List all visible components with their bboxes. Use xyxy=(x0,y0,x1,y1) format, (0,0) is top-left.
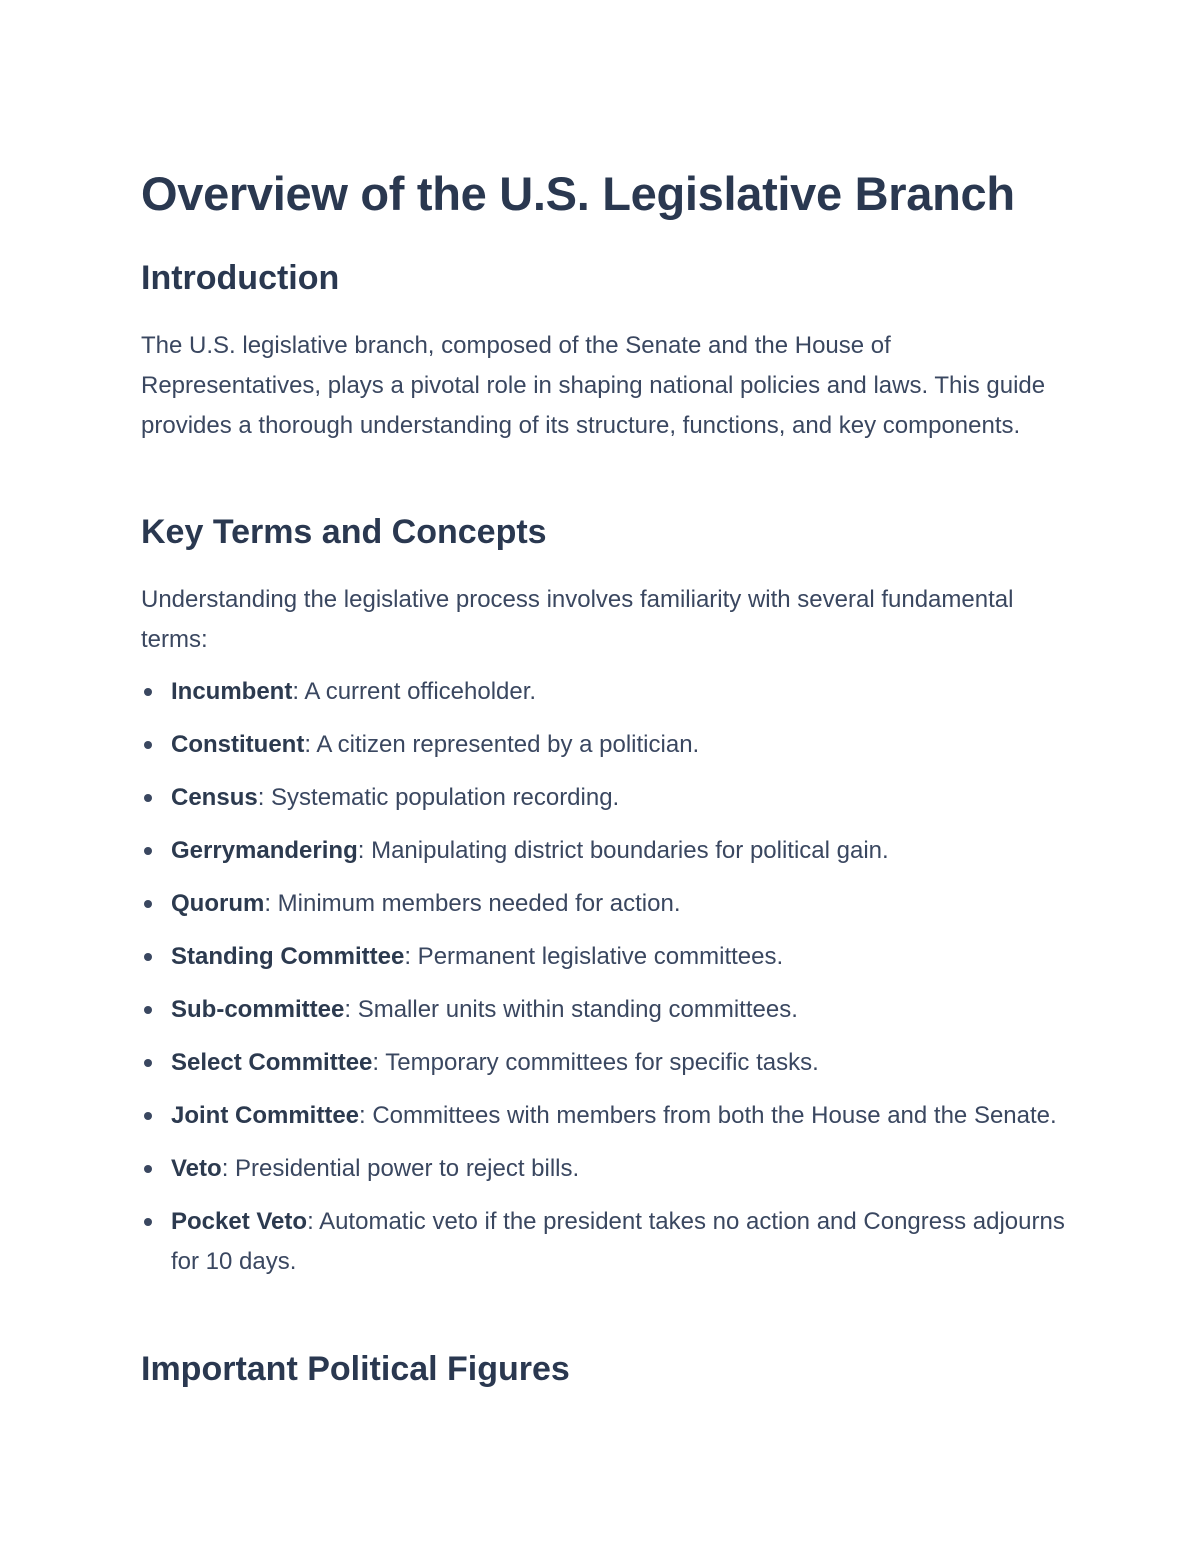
bullet-icon xyxy=(144,1059,152,1067)
list-item xyxy=(141,725,1071,765)
term-label: Select Committee xyxy=(171,1049,373,1076)
term-definition: : Systematic population recording. xyxy=(257,784,620,811)
bullet-icon xyxy=(144,1218,152,1226)
bullet-icon xyxy=(144,953,152,961)
term-label: Veto xyxy=(171,1155,222,1182)
list-item xyxy=(141,937,1071,977)
term-label: Sub-committee xyxy=(171,996,345,1023)
introduction-paragraph: The U.S. legislative branch, composed of the Senate and the House of Representatives, plays a pivotal role in shaping national policies and laws. This guide provides a thorough understanding of its structure, functions, and key components. xyxy=(141,332,1046,439)
list-item xyxy=(141,1149,1071,1189)
key-terms-list xyxy=(141,672,1071,1295)
list-item xyxy=(141,778,1071,818)
term-definition: : Committees with members from both the House and the Senate. xyxy=(359,1102,1057,1129)
list-item xyxy=(141,884,1071,924)
bullet-icon xyxy=(144,688,152,696)
list-item xyxy=(141,831,1071,871)
term-definition: : Presidential power to reject bills. xyxy=(221,1155,580,1182)
bullet-icon xyxy=(144,1165,152,1173)
bullet-icon xyxy=(144,900,152,908)
term-label: Quorum xyxy=(171,890,265,917)
term-definition: : Automatic veto if the president takes no action and Congress adjourns for 10 days. xyxy=(171,1208,1065,1275)
list-item xyxy=(141,990,1071,1030)
term-label: Pocket Veto xyxy=(171,1208,308,1235)
bullet-icon xyxy=(144,1006,152,1014)
key-terms-intro: Understanding the legislative process involves familiarity with several fundamental terms: xyxy=(141,586,1014,653)
term-definition: : Permanent legislative committees. xyxy=(404,943,784,970)
term-definition: : A citizen represented by a politician. xyxy=(304,731,700,758)
introduction-heading: Introduction xyxy=(141,259,340,297)
term-label: Census xyxy=(171,784,258,811)
term-definition: : Minimum members needed for action. xyxy=(264,890,681,917)
bullet-icon xyxy=(144,794,152,802)
list-item xyxy=(141,1096,1071,1136)
term-label: Joint Committee xyxy=(171,1102,360,1129)
term-definition: : Manipulating district boundaries for political gain. xyxy=(357,837,889,864)
term-label: Standing Committee xyxy=(171,943,405,970)
term-label: Gerrymandering xyxy=(171,837,358,864)
term-label: Constituent xyxy=(171,731,305,758)
term-label: Incumbent xyxy=(171,678,293,705)
page-title: Overview of the U.S. Legislative Branch xyxy=(141,167,1015,220)
term-definition: : Smaller units within standing committees. xyxy=(344,996,798,1023)
list-item xyxy=(141,672,1071,712)
bullet-icon xyxy=(144,1112,152,1120)
list-item xyxy=(141,1202,1071,1282)
political-figures-heading: Important Political Figures xyxy=(141,1350,570,1388)
key-terms-heading: Key Terms and Concepts xyxy=(141,513,547,551)
bullet-icon xyxy=(144,741,152,749)
bullet-icon xyxy=(144,847,152,855)
list-item xyxy=(141,1043,1071,1083)
term-definition: : A current officeholder. xyxy=(292,678,537,705)
term-definition: : Temporary committees for specific tasks. xyxy=(372,1049,819,1076)
